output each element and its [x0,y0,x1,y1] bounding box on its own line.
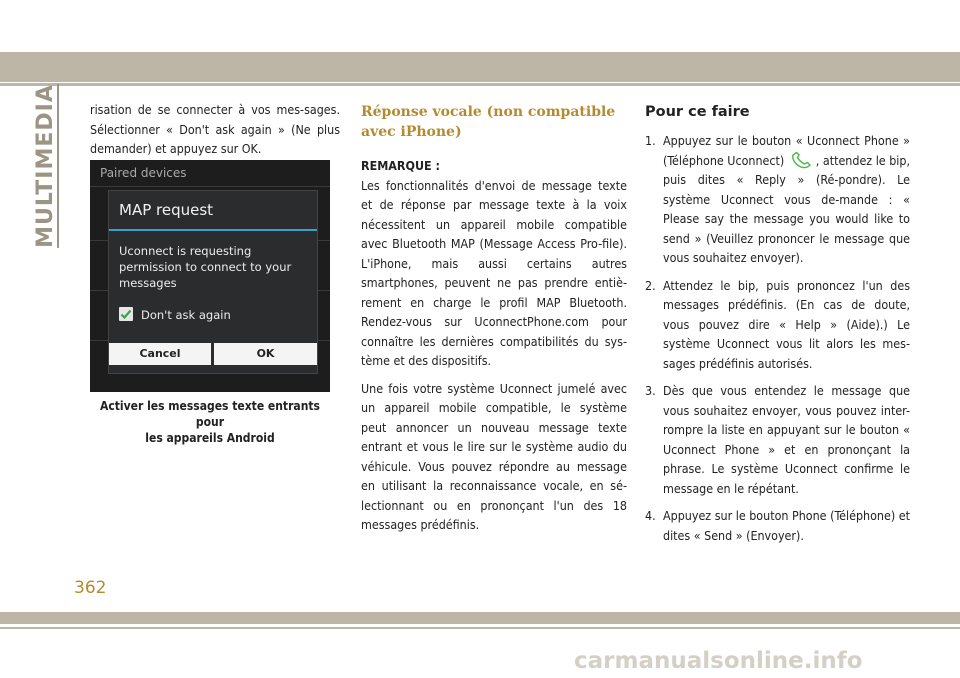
phone-icon [788,152,816,170]
step-text: , attendez le bip, puis dites « Reply » (Ré-pondre). Le système Uconnect vous de-mande : « Please say the message you would like to send » (Veuillez prononcer le message que vous souhaitez envoyer). [663,152,910,265]
column-left [90,100,340,159]
dialog-title-divider [109,229,317,231]
section-label-text: MULTIMEDIA [33,84,58,248]
step-number: 1. [645,133,656,148]
footer-band [0,612,960,624]
caption-line-2: les appareils Android [145,431,275,445]
step-number: 2. [645,277,656,293]
watermark: carmanualsonline.info [574,648,863,674]
checkbox-label: Don't ask again [141,308,231,322]
header-rule [0,83,960,86]
checkmark-icon [120,308,132,320]
paired-devices-label: Paired devices [100,166,187,180]
step-text: Appuyez sur le bouton « Uconnect Phone » (Téléphone Uconnect) [663,133,910,168]
dont-ask-again-checkbox[interactable] [119,307,133,321]
note-text: Les fonctionnalités d'envoi de message texte et de réponse par message texte à la voix nécessitent un appareil mobile compatible avec Bluetooth MAP (Message Access Pro-file). L'iPhone, mais aussi certains autres smartphones, peuvent ne pas prendre entiè-rement en charge le profil MAP Bluetooth. Rendez-vous sur UconnectPhone.com pour connaître les dernières compatibilités du sys-tème et des dispositifs. [361,177,627,368]
note-label: REMARQUE : [361,158,440,173]
dialog-title: MAP request [119,201,214,219]
list-item [645,131,910,268]
list-item [645,276,910,374]
figure-caption [90,398,330,446]
column-right [645,102,910,553]
divider [90,186,330,187]
list-item [645,506,910,545]
paragraph-2: Une fois votre système Uconnect jumelé avec un appareil mobile compatible, le système peut annoncer un nouveau message texte entrant et vous le lire sur le système audio du véhicule. Vous pouvez répondre au message en utilisant la reconnaissance vocale, en sé-lectionnant ou en prononçant l'un des 18 messages prédéfinis. [361,380,627,532]
how-to-heading: Pour ce faire [645,104,750,120]
step-text: Appuyez sur le bouton Phone (Téléphone) et dites « Send » (Envoyer). [663,508,910,543]
section-side-label [30,84,64,248]
intro-paragraph: risation de se connecter à vos mes-sages. Sélectionner « Don't ask again » (Ne plus demander) et appuyez sur OK. [90,102,340,156]
footer-rule [0,627,960,629]
header-band [0,52,960,82]
list-item [645,381,910,498]
step-number: 3. [645,383,656,398]
ok-button[interactable]: OK [214,343,317,365]
column-middle [361,102,627,543]
steps-list [645,131,910,545]
cancel-button[interactable]: Cancel [109,343,211,365]
step-number: 4. [645,508,656,523]
step-text: Dès que vous entendez le message que vous souhaitez envoyer, vous pouvez inter-rompre la liste en appuyant sur le bouton « Uconnect Phone » et en prononçant la phrase. Le système Uconnect confirme le message en le répétant. [663,383,910,496]
voice-reply-heading: Réponse vocale (non compatible avec iPhone) [361,104,616,140]
android-screenshot-figure [90,160,330,392]
page-number: 362 [74,578,107,598]
map-request-dialog [108,190,318,374]
dialog-message: Uconnect is requesting permission to connect to your messages [119,244,292,290]
caption-line-1: Activer les messages texte entrants pour [100,399,320,429]
step-text: Attendez le bip, puis prononcez l'un des messages prédéfinis. (En cas de doute, vous pouvez dire « Help » (Aide).) Le système Uconnect vous lit alors les mes-sages prédéfinis autorisés. [663,277,910,371]
